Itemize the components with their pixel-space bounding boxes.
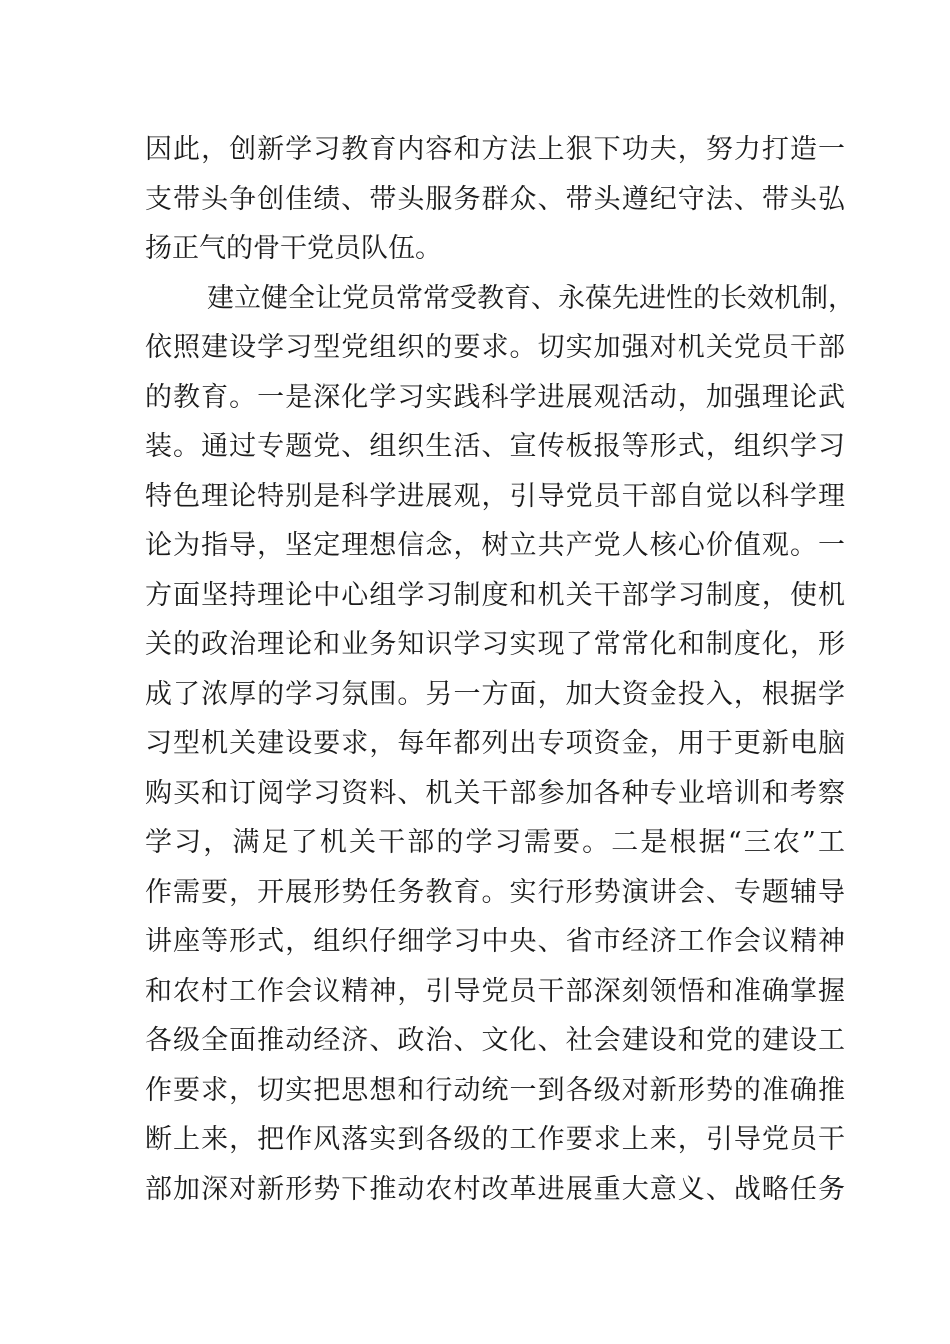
paragraph-1-line-1: 因此，创新学习教育内容和方法上狠下功夫，努力打造一 xyxy=(145,134,845,165)
paragraph-1-line-3: 扬正气的骨干党员队伍。 xyxy=(145,233,442,264)
paragraph-2-line-17: 作要求，切实把思想和行动统一到各级对新形势的准确推 xyxy=(145,1074,845,1106)
paragraph-2-line-6: 论为指导，坚定理想信念，树立共产党人核心价值观。一 xyxy=(145,530,845,561)
paragraph-2-line-11: 购买和订阅学习资料、机关干部参加各种专业培训和考察 xyxy=(145,777,845,809)
paragraph-1-line-2: 支带头争创佳绩、带头服务群众、带头遵纪守法、带头弘 xyxy=(145,183,845,215)
paragraph-2-line-16: 各级全面推动经济、政治、文化、社会建设和党的建设工 xyxy=(145,1025,845,1056)
paragraph-2-line-7: 方面坚持理论中心组学习制度和机关干部学习制度，使机 xyxy=(145,579,845,611)
paragraph-2-line-9: 成了浓厚的学习氛围。另一方面，加大资金投入，根据学 xyxy=(145,678,845,710)
paragraph-2-line-4: 装。通过专题党、组织生活、宣传板报等形式，组织学习 xyxy=(145,431,845,462)
paragraph-2-line-15: 和农村工作会议精神，引导党员干部深刻领悟和准确掌握 xyxy=(145,975,845,1007)
paragraph-2-line-14: 讲座等形式，组织仔细学习中央、省市经济工作会议精神 xyxy=(145,926,845,957)
paragraph-2-line-5: 特色理论特别是科学进展观，引导党员干部自觉以科学理 xyxy=(145,480,845,512)
paragraph-2-line-19: 部加深对新形势下推动农村改革进展重大意义、战略任务 xyxy=(145,1173,845,1205)
paragraph-2-line-2: 依照建设学习型党组织的要求。切实加强对机关党员干部 xyxy=(145,332,845,363)
paragraph-2-line-18: 断上来，把作风落实到各级的工作要求上来，引导党员干 xyxy=(145,1124,845,1155)
paragraph-2-line-3: 的教育。一是深化学习实践科学进展观活动，加强理论武 xyxy=(145,381,845,413)
paragraph-2-line-12: 学习，满足了机关干部的学习需要。二是根据“三农”工 xyxy=(145,827,845,858)
paragraph-2-line-8: 关的政治理论和业务知识学习实现了常常化和制度化，形 xyxy=(145,629,845,660)
body-text xyxy=(145,125,855,1214)
paragraph-2-line-1: 建立健全让党员常常受教育、永葆先进性的长效机制， xyxy=(207,282,855,314)
paragraph-2-line-13: 作需要，开展形势任务教育。实行形势演讲会、专题辅导 xyxy=(145,876,845,908)
paragraph-2-line-10: 习型机关建设要求，每年都列出专项资金，用于更新电脑 xyxy=(145,728,845,759)
